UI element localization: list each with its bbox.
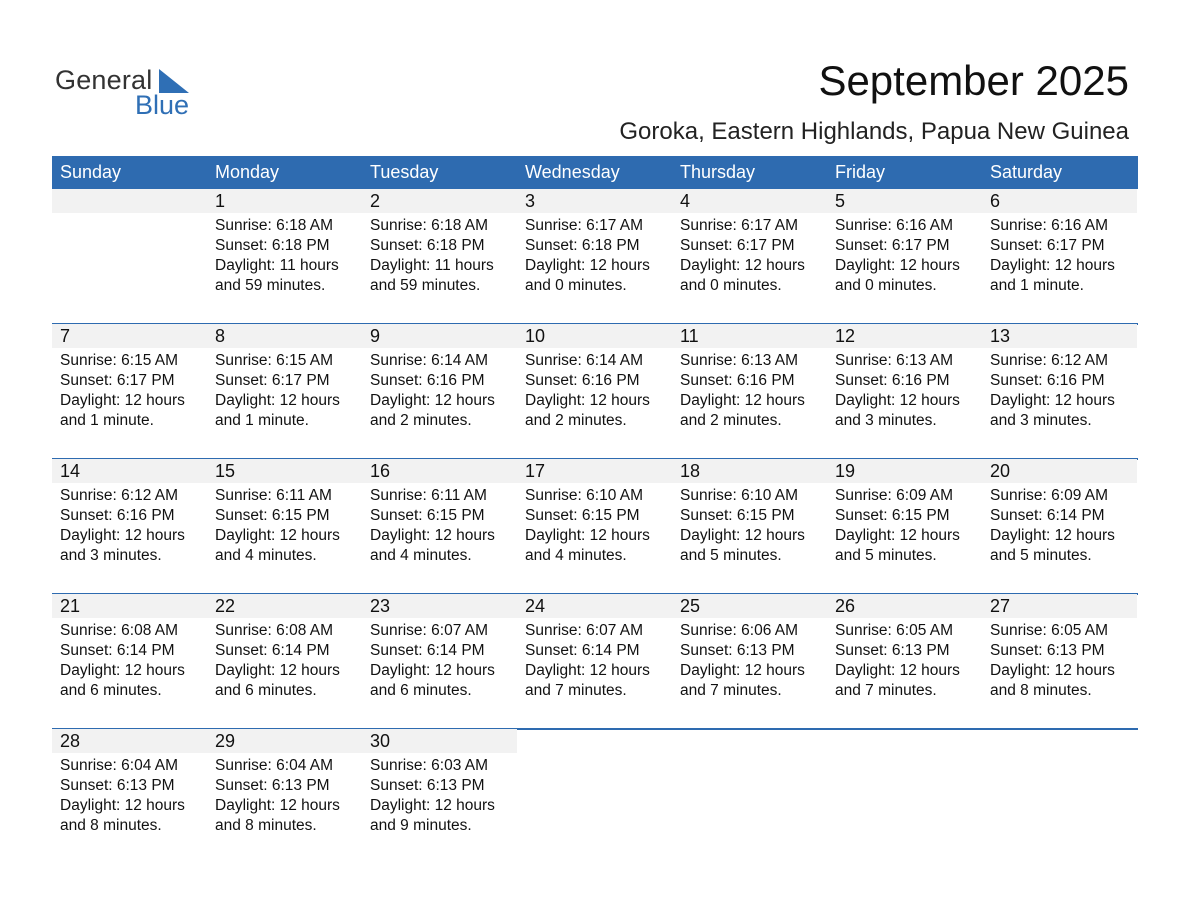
daylight-minutes-text: and 8 minutes. — [215, 817, 317, 834]
day-details — [370, 621, 495, 701]
week-row — [52, 729, 1138, 864]
day-number: 22 — [215, 596, 236, 616]
daylight-text: Daylight: 12 hours — [60, 662, 185, 679]
sunset-text: Sunset: 6:18 PM — [525, 237, 640, 254]
sunrise-text: Sunrise: 6:07 AM — [370, 622, 489, 639]
day-cell — [517, 459, 672, 594]
day-number-band — [362, 324, 517, 348]
sunrise-text: Sunrise: 6:05 AM — [835, 622, 954, 639]
day-details — [525, 216, 650, 296]
day-number-band — [982, 324, 1137, 348]
daylight-minutes-text: and 3 minutes. — [60, 547, 162, 564]
daylight-minutes-text: and 2 minutes. — [370, 412, 472, 429]
daylight-minutes-text: and 5 minutes. — [990, 547, 1092, 564]
day-details — [215, 216, 339, 296]
daylight-text: Daylight: 12 hours — [990, 392, 1115, 409]
logo — [55, 64, 215, 120]
sunrise-text: Sunrise: 6:17 AM — [680, 217, 799, 234]
week-row — [52, 459, 1138, 594]
daylight-text: Daylight: 12 hours — [215, 662, 340, 679]
sunrise-text: Sunrise: 6:03 AM — [370, 757, 489, 774]
daylight-text: Daylight: 12 hours — [680, 527, 805, 544]
sunset-text: Sunset: 6:14 PM — [370, 642, 485, 659]
day-details — [680, 486, 805, 566]
weekday-thursday: Thursday — [680, 162, 756, 182]
sunrise-text: Sunrise: 6:09 AM — [835, 487, 954, 504]
day-number-band — [362, 189, 517, 213]
day-cell — [362, 594, 517, 729]
day-details — [215, 351, 340, 431]
location-subtitle: Goroka, Eastern Highlands, Papua New Guinea — [619, 118, 1129, 145]
sunrise-text: Sunrise: 6:10 AM — [680, 487, 799, 504]
day-number: 18 — [680, 461, 701, 481]
day-number-band — [672, 324, 827, 348]
day-details — [990, 216, 1115, 296]
daylight-text: Daylight: 12 hours — [990, 527, 1115, 544]
daylight-text: Daylight: 12 hours — [680, 392, 805, 409]
sunrise-text: Sunrise: 6:12 AM — [60, 487, 179, 504]
day-number: 4 — [680, 191, 691, 211]
day-cell — [207, 189, 362, 324]
day-details — [370, 216, 494, 296]
daylight-minutes-text: and 2 minutes. — [525, 412, 627, 429]
day-number-band — [207, 594, 362, 618]
daylight-minutes-text: and 1 minute. — [60, 412, 154, 429]
empty-day-cell — [52, 189, 207, 324]
day-number-band — [207, 459, 362, 483]
sunrise-text: Sunrise: 6:14 AM — [370, 352, 489, 369]
day-number: 8 — [215, 326, 226, 346]
sunrise-text: Sunrise: 6:18 AM — [370, 217, 489, 234]
day-cell — [52, 594, 207, 729]
daylight-minutes-text: and 9 minutes. — [370, 817, 472, 834]
sunset-text: Sunset: 6:17 PM — [60, 372, 175, 389]
day-number: 2 — [370, 191, 381, 211]
sunrise-text: Sunrise: 6:13 AM — [835, 352, 954, 369]
week-row — [52, 594, 1138, 729]
day-cell — [982, 189, 1137, 324]
day-number: 10 — [525, 326, 546, 346]
day-number: 16 — [370, 461, 391, 481]
daylight-text: Daylight: 12 hours — [370, 662, 495, 679]
daylight-minutes-text: and 59 minutes. — [215, 277, 326, 294]
sunset-text: Sunset: 6:14 PM — [60, 642, 175, 659]
day-cell — [52, 324, 207, 459]
sunset-text: Sunset: 6:18 PM — [370, 237, 485, 254]
day-details — [835, 216, 960, 296]
daylight-minutes-text: and 3 minutes. — [835, 412, 937, 429]
daylight-minutes-text: and 4 minutes. — [215, 547, 317, 564]
sunrise-text: Sunrise: 6:16 AM — [835, 217, 954, 234]
sunset-text: Sunset: 6:17 PM — [215, 372, 330, 389]
day-number: 23 — [370, 596, 391, 616]
daylight-text: Daylight: 12 hours — [835, 662, 960, 679]
sunset-text: Sunset: 6:13 PM — [215, 777, 330, 794]
day-number-band — [517, 459, 672, 483]
daylight-text: Daylight: 12 hours — [215, 797, 340, 814]
day-number-band — [207, 324, 362, 348]
day-details — [60, 351, 185, 431]
daylight-text: Daylight: 12 hours — [525, 527, 650, 544]
day-number: 14 — [60, 461, 81, 481]
day-details — [680, 216, 805, 296]
day-cell — [672, 189, 827, 324]
day-number-band — [982, 594, 1137, 618]
day-cell — [517, 594, 672, 729]
sunrise-text: Sunrise: 6:14 AM — [525, 352, 644, 369]
day-details — [835, 621, 960, 701]
day-details — [990, 351, 1115, 431]
sunset-text: Sunset: 6:16 PM — [370, 372, 485, 389]
day-number: 20 — [990, 461, 1011, 481]
daylight-text: Daylight: 12 hours — [60, 797, 185, 814]
day-number-band — [982, 459, 1137, 483]
day-cell — [207, 324, 362, 459]
day-cell — [207, 459, 362, 594]
day-cell — [672, 459, 827, 594]
empty-day-cell — [982, 729, 1137, 864]
day-number: 1 — [215, 191, 226, 211]
sunset-text: Sunset: 6:16 PM — [680, 372, 795, 389]
sunset-text: Sunset: 6:17 PM — [680, 237, 795, 254]
sunrise-text: Sunrise: 6:15 AM — [215, 352, 334, 369]
sunrise-text: Sunrise: 6:16 AM — [990, 217, 1109, 234]
daylight-minutes-text: and 2 minutes. — [680, 412, 782, 429]
day-number-band — [827, 189, 982, 213]
day-cell — [672, 594, 827, 729]
weekday-saturday: Saturday — [990, 162, 1063, 182]
sunset-text: Sunset: 6:15 PM — [215, 507, 330, 524]
weekday-tuesday: Tuesday — [370, 162, 439, 182]
day-details — [370, 486, 495, 566]
weekday-wednesday: Wednesday — [525, 162, 620, 182]
daylight-text: Daylight: 12 hours — [990, 662, 1115, 679]
day-cell — [517, 324, 672, 459]
daylight-minutes-text: and 4 minutes. — [370, 547, 472, 564]
daylight-text: Daylight: 12 hours — [680, 662, 805, 679]
day-number-band — [517, 594, 672, 618]
day-number-band — [52, 459, 207, 483]
daylight-text: Daylight: 12 hours — [525, 662, 650, 679]
day-number-band — [52, 594, 207, 618]
day-cell — [827, 459, 982, 594]
day-number-band — [827, 459, 982, 483]
day-number-band — [672, 594, 827, 618]
day-details — [60, 756, 185, 836]
sunset-text: Sunset: 6:16 PM — [835, 372, 950, 389]
day-number-band — [517, 189, 672, 213]
daylight-text: Daylight: 12 hours — [215, 527, 340, 544]
daylight-minutes-text: and 7 minutes. — [835, 682, 937, 699]
day-number: 30 — [370, 731, 391, 751]
day-details — [835, 351, 960, 431]
sunset-text: Sunset: 6:16 PM — [525, 372, 640, 389]
day-details — [370, 756, 495, 836]
day-number: 26 — [835, 596, 856, 616]
day-details — [215, 621, 340, 701]
daylight-text: Daylight: 11 hours — [370, 257, 494, 274]
day-details — [525, 621, 650, 701]
day-number: 21 — [60, 596, 81, 616]
sunset-text: Sunset: 6:16 PM — [60, 507, 175, 524]
empty-day-cell — [672, 729, 827, 864]
day-cell — [362, 459, 517, 594]
daylight-text: Daylight: 12 hours — [525, 392, 650, 409]
day-details — [680, 351, 805, 431]
logo-blue-text: Blue — [135, 90, 190, 120]
sunrise-text: Sunrise: 6:15 AM — [60, 352, 179, 369]
day-number-band — [52, 189, 207, 213]
daylight-text: Daylight: 12 hours — [525, 257, 650, 274]
sunset-text: Sunset: 6:15 PM — [370, 507, 485, 524]
sunset-text: Sunset: 6:14 PM — [215, 642, 330, 659]
empty-day-cell — [517, 729, 672, 864]
day-number: 29 — [215, 731, 236, 751]
sunset-text: Sunset: 6:15 PM — [680, 507, 795, 524]
sunrise-text: Sunrise: 6:08 AM — [215, 622, 334, 639]
sunrise-text: Sunrise: 6:08 AM — [60, 622, 179, 639]
day-number-band — [362, 459, 517, 483]
day-number: 13 — [990, 326, 1011, 346]
sunset-text: Sunset: 6:13 PM — [990, 642, 1105, 659]
sunset-text: Sunset: 6:14 PM — [525, 642, 640, 659]
day-cell — [362, 189, 517, 324]
day-number: 7 — [60, 326, 71, 346]
daylight-minutes-text: and 0 minutes. — [835, 277, 937, 294]
daylight-text: Daylight: 11 hours — [215, 257, 339, 274]
day-details — [680, 621, 805, 701]
sunset-text: Sunset: 6:15 PM — [835, 507, 950, 524]
daylight-text: Daylight: 12 hours — [60, 392, 185, 409]
daylight-minutes-text: and 3 minutes. — [990, 412, 1092, 429]
daylight-minutes-text: and 59 minutes. — [370, 277, 481, 294]
sunrise-text: Sunrise: 6:07 AM — [525, 622, 644, 639]
sunrise-text: Sunrise: 6:18 AM — [215, 217, 334, 234]
sunset-text: Sunset: 6:18 PM — [215, 237, 330, 254]
daylight-text: Daylight: 12 hours — [370, 527, 495, 544]
daylight-minutes-text: and 6 minutes. — [370, 682, 472, 699]
daylight-minutes-text: and 8 minutes. — [60, 817, 162, 834]
day-details — [60, 486, 185, 566]
day-number-band — [672, 189, 827, 213]
daylight-text: Daylight: 12 hours — [990, 257, 1115, 274]
day-number: 19 — [835, 461, 856, 481]
day-details — [835, 486, 960, 566]
day-number: 17 — [525, 461, 546, 481]
page-title: September 2025 — [818, 57, 1129, 104]
day-cell — [672, 324, 827, 459]
daylight-text: Daylight: 12 hours — [370, 392, 495, 409]
sunrise-text: Sunrise: 6:10 AM — [525, 487, 644, 504]
day-details — [525, 351, 650, 431]
day-number-band — [207, 189, 362, 213]
day-cell — [982, 594, 1137, 729]
week-row — [52, 324, 1138, 459]
sunset-text: Sunset: 6:16 PM — [990, 372, 1105, 389]
daylight-minutes-text: and 0 minutes. — [680, 277, 782, 294]
day-details — [370, 351, 495, 431]
logo-general-text: General — [55, 65, 153, 95]
day-cell — [827, 324, 982, 459]
day-number-band — [52, 729, 207, 753]
daylight-minutes-text: and 1 minute. — [990, 277, 1084, 294]
day-number: 3 — [525, 191, 536, 211]
sunset-text: Sunset: 6:13 PM — [680, 642, 795, 659]
sunrise-text: Sunrise: 6:09 AM — [990, 487, 1109, 504]
day-cell — [827, 594, 982, 729]
day-details — [990, 621, 1115, 701]
day-number: 27 — [990, 596, 1011, 616]
sunset-text: Sunset: 6:17 PM — [835, 237, 950, 254]
daylight-minutes-text: and 8 minutes. — [990, 682, 1092, 699]
daylight-text: Daylight: 12 hours — [835, 392, 960, 409]
day-details — [990, 486, 1115, 566]
day-details — [60, 621, 185, 701]
day-cell — [52, 459, 207, 594]
day-number: 9 — [370, 326, 381, 346]
daylight-minutes-text: and 7 minutes. — [525, 682, 627, 699]
sunset-text: Sunset: 6:13 PM — [60, 777, 175, 794]
day-cell — [207, 729, 362, 864]
daylight-minutes-text: and 1 minute. — [215, 412, 309, 429]
day-number: 11 — [680, 326, 699, 346]
weekday-header — [52, 156, 1138, 189]
day-cell — [362, 324, 517, 459]
sunset-text: Sunset: 6:13 PM — [370, 777, 485, 794]
day-number-band — [982, 189, 1137, 213]
daylight-text: Daylight: 12 hours — [835, 527, 960, 544]
day-number: 24 — [525, 596, 546, 616]
sunrise-text: Sunrise: 6:11 AM — [215, 487, 332, 504]
daylight-text: Daylight: 12 hours — [680, 257, 805, 274]
daylight-text: Daylight: 12 hours — [215, 392, 340, 409]
daylight-minutes-text: and 5 minutes. — [835, 547, 937, 564]
sunrise-text: Sunrise: 6:11 AM — [370, 487, 487, 504]
empty-day-cell — [827, 729, 982, 864]
day-details — [525, 486, 650, 566]
day-number: 5 — [835, 191, 846, 211]
weekday-monday: Monday — [215, 162, 280, 182]
day-number: 6 — [990, 191, 1001, 211]
week-row — [52, 189, 1138, 324]
day-number-band — [207, 729, 362, 753]
day-cell — [362, 729, 517, 864]
day-number-band — [827, 324, 982, 348]
day-number-band — [52, 324, 207, 348]
sunrise-text: Sunrise: 6:12 AM — [990, 352, 1109, 369]
daylight-minutes-text: and 6 minutes. — [215, 682, 317, 699]
weekday-sunday: Sunday — [60, 162, 122, 182]
sunrise-text: Sunrise: 6:05 AM — [990, 622, 1109, 639]
sunrise-text: Sunrise: 6:06 AM — [680, 622, 799, 639]
sunrise-text: Sunrise: 6:17 AM — [525, 217, 644, 234]
sunrise-text: Sunrise: 6:13 AM — [680, 352, 799, 369]
daylight-minutes-text: and 5 minutes. — [680, 547, 782, 564]
sunset-text: Sunset: 6:17 PM — [990, 237, 1105, 254]
day-cell — [207, 594, 362, 729]
daylight-text: Daylight: 12 hours — [835, 257, 960, 274]
day-cell — [52, 729, 207, 864]
weekday-friday: Friday — [835, 162, 886, 182]
daylight-text: Daylight: 12 hours — [60, 527, 185, 544]
sunset-text: Sunset: 6:13 PM — [835, 642, 950, 659]
day-details — [215, 486, 340, 566]
day-cell — [827, 189, 982, 324]
daylight-minutes-text: and 7 minutes. — [680, 682, 782, 699]
day-number-band — [827, 594, 982, 618]
day-cell — [982, 459, 1137, 594]
sunrise-text: Sunrise: 6:04 AM — [215, 757, 334, 774]
sunrise-text: Sunrise: 6:04 AM — [60, 757, 179, 774]
daylight-minutes-text: and 0 minutes. — [525, 277, 627, 294]
day-number: 25 — [680, 596, 701, 616]
day-cell — [517, 189, 672, 324]
day-number-band — [517, 324, 672, 348]
day-number-band — [672, 459, 827, 483]
day-details — [215, 756, 340, 836]
day-number: 28 — [60, 731, 81, 751]
day-number-band — [362, 729, 517, 753]
sunset-text: Sunset: 6:14 PM — [990, 507, 1105, 524]
daylight-text: Daylight: 12 hours — [370, 797, 495, 814]
sunset-text: Sunset: 6:15 PM — [525, 507, 640, 524]
day-number-band — [362, 594, 517, 618]
day-cell — [982, 324, 1137, 459]
daylight-minutes-text: and 6 minutes. — [60, 682, 162, 699]
day-number: 15 — [215, 461, 236, 481]
daylight-minutes-text: and 4 minutes. — [525, 547, 627, 564]
day-number: 12 — [835, 326, 856, 346]
